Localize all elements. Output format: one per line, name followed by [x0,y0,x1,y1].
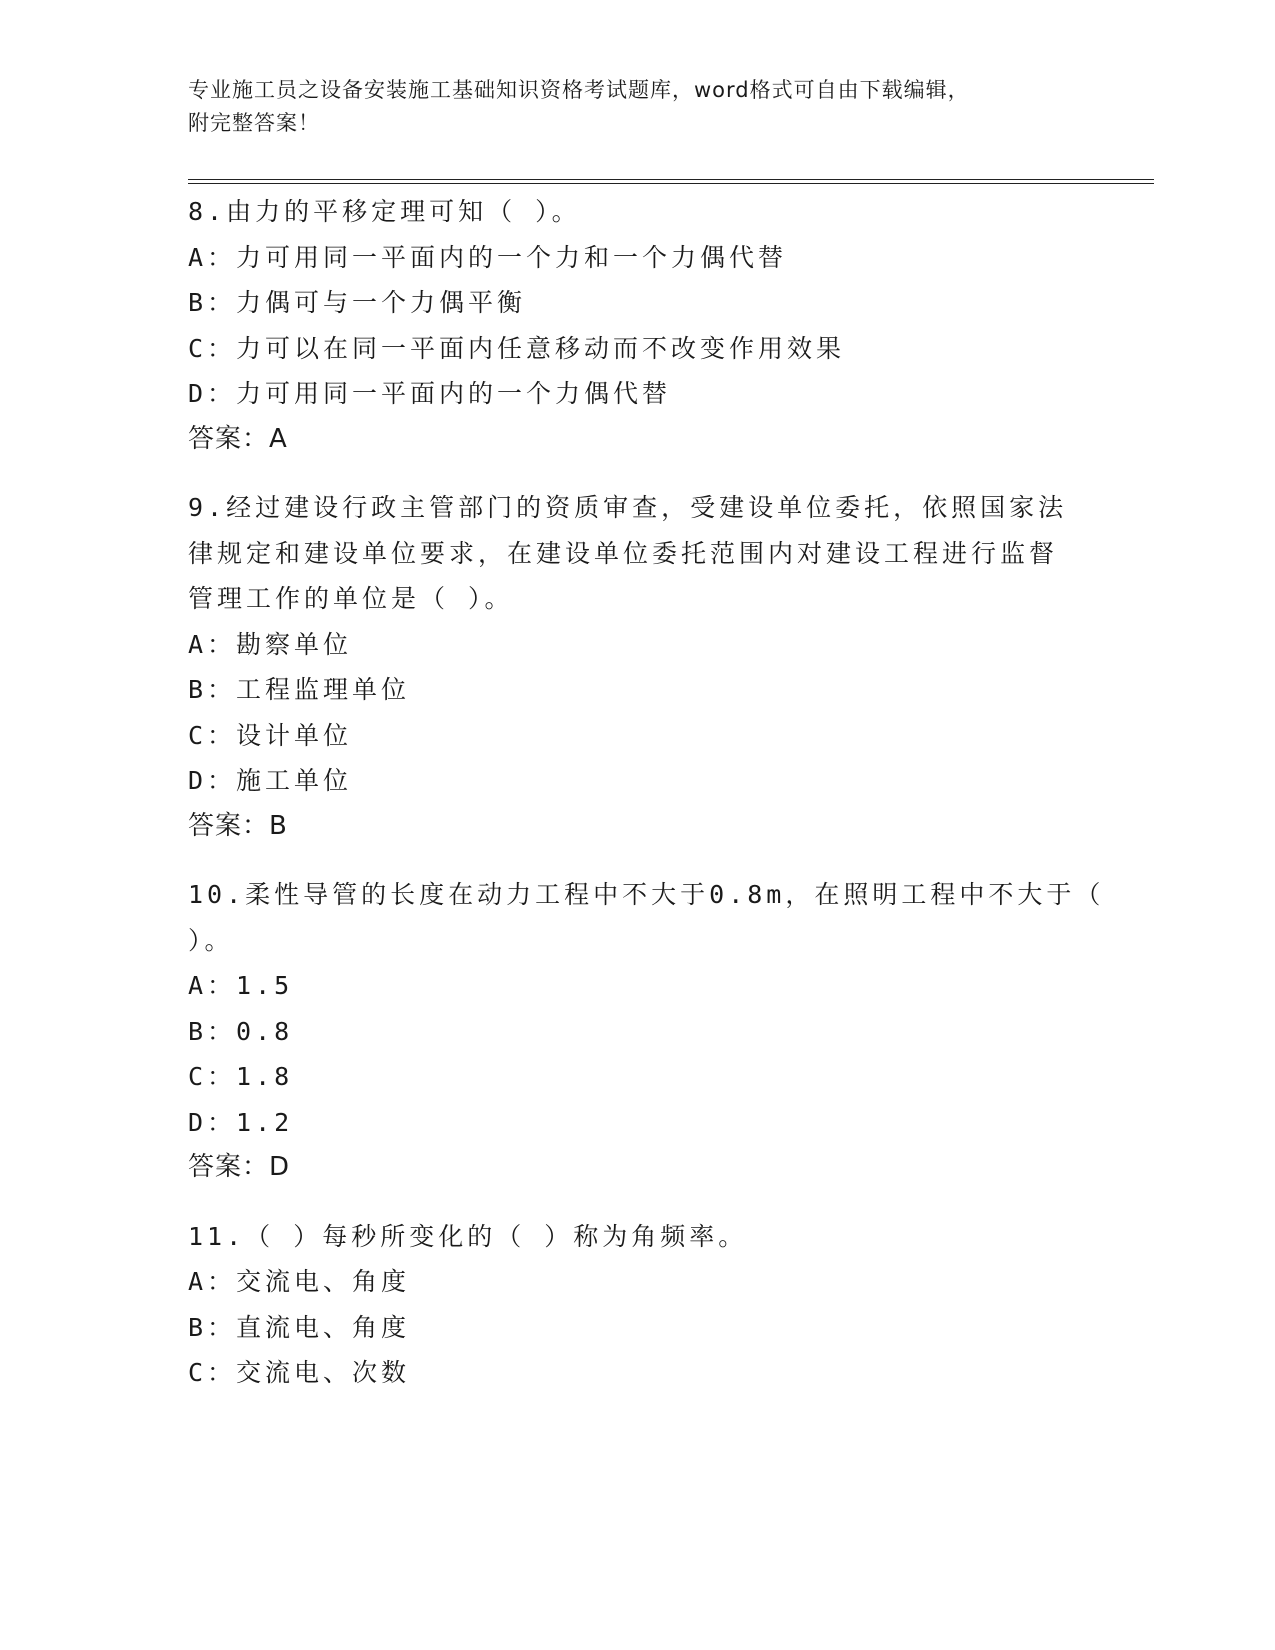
header-divider-bottom [188,183,1154,184]
question-stem-line: 律规定和建设单位要求，在建设单位委托范围内对建设工程进行监督 [188,538,1059,568]
option-a: A：勘察单位 [188,629,353,659]
answer-label: 答案：D [188,1152,291,1182]
option-b: B：直流电、角度 [188,1312,411,1342]
option-a: A：交流电、角度 [188,1267,411,1296]
option-a: A：1.5 [188,971,294,1000]
question-list [188,189,1105,1419]
option-c: C：设计单位 [188,720,353,750]
question-stem-line: 11.（ ）每秒所变化的（ ）称为角频率。 [188,1221,748,1251]
option-d: D：施工单位 [188,766,353,795]
question-11 [188,1214,1088,1396]
option-c: C：交流电、次数 [188,1358,411,1387]
option-d: D：力可用同一平面内的一个力偶代替 [188,379,672,408]
question-10 [188,872,1105,1191]
question-9 [188,485,1088,849]
question-stem-line: ）。 [188,925,234,955]
option-c: C：1.8 [188,1062,294,1091]
header-divider-top [188,179,1154,180]
header-line-1: 专业施工员之设备安装施工基础知识资格考试题库，word格式可自由下载编辑， [188,78,970,102]
option-b: B：0.8 [188,1016,294,1046]
option-d: D：1.2 [188,1107,294,1137]
document-header [188,74,1068,140]
header-line-2: 附完整答案！ [188,111,320,135]
answer-label: 答案：A [188,423,288,454]
question-stem-line: 9.经过建设行政主管部门的资质审查，受建设单位委托，依照国家法 [188,493,1068,522]
question-stem-line: 10.柔性导管的长度在动力工程中不大于0.8m，在照明工程中不大于（ [188,880,1105,909]
option-c: C：力可以在同一平面内任意移动而不改变作用效果 [188,333,846,363]
question-8 [188,189,1088,462]
question-stem-line: 管理工作的单位是（ ）。 [188,584,514,613]
option-b: B：力偶可与一个力偶平衡 [188,288,527,317]
option-b: B：工程监理单位 [188,675,411,704]
option-a: A：力可用同一平面内的一个力和一个力偶代替 [188,242,788,272]
answer-label: 答案：B [188,810,288,841]
question-stem-line: 8.由力的平移定理可知（ ）。 [188,197,581,226]
